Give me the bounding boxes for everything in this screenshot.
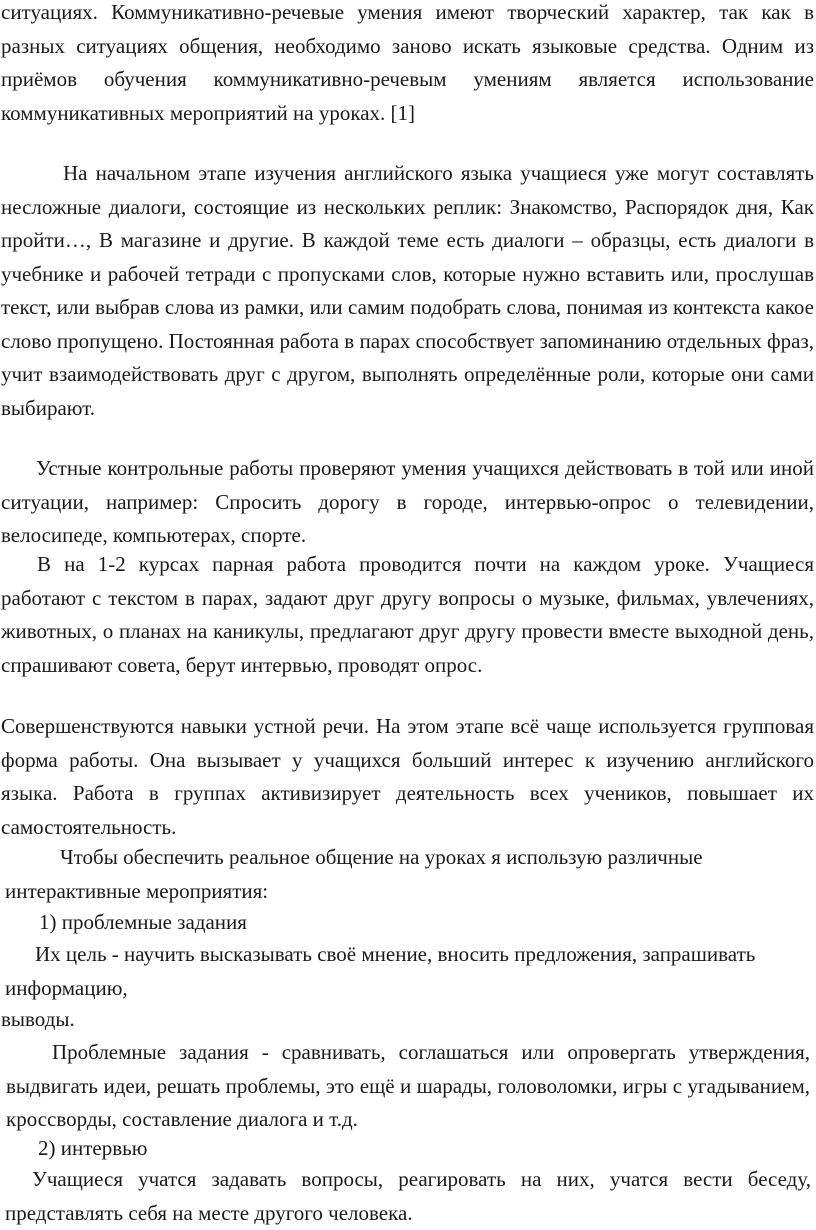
paragraph-interview-detail: Учащиеся учатся задавать вопросы, реагировать на них, учатся вести беседу, представлять себя на месте другого человека. xyxy=(5,1167,811,1225)
paragraph-conclusions: выводы. xyxy=(1,1007,75,1031)
list-item-interview: 2) интервью xyxy=(38,1136,148,1160)
paragraph-communicative-skills: ситуациях. Коммуникативно-речевые умения имеют творческий характер, так как в разных ситуациях общения, необходимо заново искать языковые средства. Одним из приёмов обучения коммуникативно-речевым умениям является использование коммуникативных мероприятий на уроках. [1] xyxy=(1,0,814,125)
paragraph-problem-tasks-detail: Проблемные задания - сравнивать, соглашаться или опровергать утверждения, выдвигать идеи, решать проблемы, это ещё и шарады, головоломки, игры с угадыванием, кроссворды, составление диалога и т.д. xyxy=(6,1040,810,1131)
paragraph-pair-work: В на 1-2 курсах парная работа проводится почти на каждом уроке. Учащиеся работают с текстом в парах, задают друг другу вопросы о музыке, фильмах, увлечениях, животных, о планах на каникулы, предлагают друг другу провести вместе выходной день, спрашивают совета, берут интервью, проводят опрос. xyxy=(1,552,814,677)
paragraph-interactive-intro: Чтобы обеспечить реальное общение на уроках я использую различные интерактивные мероприятия: xyxy=(5,845,703,903)
paragraph-group-work: Совершенствуются навыки устной речи. На этом этапе всё чаще используется групповая форма работы. Она вызывает у учащихся больший интерес к изучению английского языка. Работа в группах активизирует деятельность всех учеников, повышает их самостоятельность. xyxy=(1,714,814,839)
list-item-problem-tasks: 1) проблемные задания xyxy=(39,910,247,934)
paragraph-oral-tests: Устные контрольные работы проверяют умения учащихся действовать в той или иной ситуации, например: Спросить дорогу в городе, интервью-опрос о телевидении, велосипеде, компьютерах, спорте. xyxy=(1,456,814,547)
paragraph-problem-goal: Их цель - научить высказывать своё мнение, вносить предложения, запрашивать информацию, xyxy=(5,942,756,1000)
paragraph-initial-stage-dialogues: На начальном этапе изучения английского языка учащиеся уже могут составлять несложные диалоги, состоящие из нескольких реплик: Знакомство, Распорядок дня, Как пройти…, В магазине и другие. В каждой теме есть диалоги – образцы, есть диалоги в учебнике и рабочей тетради с пропусками слов, которые нужно вставить или, прослушав текст, или выбрав слова из рамки, или самим подобрать слова, понимая из контекста какое слово пропущено. Постоянная работа в парах способствует запоминанию отдельных фраз, учит взаимодействовать друг с другом, выполнять определённые роли, которые они сами выбирают. xyxy=(1,161,814,420)
